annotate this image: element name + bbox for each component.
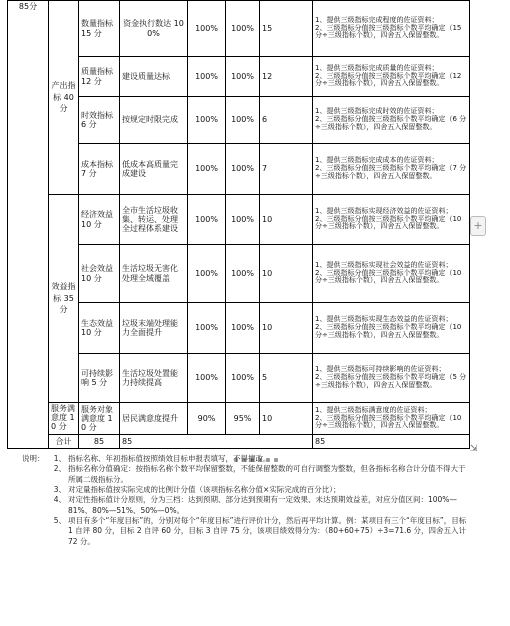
target-value-cell: 100% (188, 1, 226, 57)
indicator-cell: 可持续影响 5 分 (79, 354, 120, 403)
note-number: 3、 (53, 485, 66, 495)
score-cell: 10 (260, 245, 313, 303)
standard-text: 1、提供三级指标完成时效的佐证资料； 2、三级指标分值按三级指标个数平均确定（6 分÷三级指标个数），四舍五入保留整数。 (315, 107, 467, 131)
actual-value-cell: 100% (226, 1, 260, 57)
target-value-cell: 100% (188, 354, 226, 403)
standard-text: 1、提供三级指标完成程度的佐证资料； 2、三级指标分值按三级指标个数平均确定（15 分÷三级指标个数），四舍五入保留整数。 (315, 15, 462, 40)
indicator-cell: 时效指标 6 分 (79, 97, 120, 144)
add-row-icon[interactable]: + (470, 216, 486, 236)
standard-text: 1、提供三级指标实现社会效益的佐证资料； 2、三级指标分值按三级指标个数平均确定（10 分÷三级指标个数），四舍五入保留整数。 (315, 260, 462, 285)
note-text: 对定量指标值按实际完成的比例计分值（该项指标名称分值×实际完成的百分比）； (68, 485, 341, 495)
note-item (22, 485, 472, 495)
target-value-cell: 100% (188, 303, 226, 354)
note-number: 5、 (53, 516, 66, 526)
score-cell: 10 (260, 195, 313, 245)
note-number: 2、 (53, 464, 66, 474)
note-text: 对定性指标值计分原则，分为三档：达到预期、部分达到预期有一定效果、未达预期效益差，对应分值区间：100%—81%、80%—51%、50%—0%。 (68, 495, 457, 515)
actual-value-cell: 100% (226, 303, 260, 354)
standard-text: 1、提供三级指标可持续影响的佐证资料； 2、三级指标分值按三级指标个数平均确定（5 分÷三级指标个数），四舍五入保留整数。 (315, 365, 467, 389)
notes-lead: 说明： (22, 454, 45, 463)
actual-value-cell: 100% (226, 195, 260, 245)
actual-value-cell: 100% (226, 144, 260, 195)
target-cell: 生活垃圾处置能力持续提高 (120, 354, 188, 403)
standard-cell (313, 97, 470, 144)
satisfaction-section-label: 服务满意度 10 分 (49, 403, 79, 435)
target-value-cell: 100% (188, 195, 226, 245)
standard-text: 1、提供三级指标实现生态效益的佐证资料； 2、三级指标分值按三级指标个数平均确定（10 分÷三级指标个数），四舍五入保留整数。 (315, 315, 462, 339)
standard-cell (313, 403, 470, 435)
target-cell: 居民满意度提升 (120, 403, 188, 435)
actual-value-cell: 100% (226, 57, 260, 97)
target-cell: 垃圾末端处理能力全面提升 (120, 303, 188, 354)
score-cell: 5 (260, 354, 313, 403)
standard-text: 1、提供三级指标完成成本的佐证资料； 2、三级指标分值按三级指标个数平均确定（7 分÷三级指标个数），四舍五入保留整数。 (315, 156, 467, 180)
target-value-cell: 100% (188, 144, 226, 195)
table-row (8, 195, 470, 245)
note-item (22, 495, 472, 516)
output-section-label: 产出指标 40 分 (49, 1, 79, 195)
actual-value-cell: 95% (226, 403, 260, 435)
score-cell: 10 (260, 303, 313, 354)
resize-handle-icon[interactable]: ⇲ (470, 444, 478, 454)
standard-cell (313, 57, 470, 97)
standard-text: 1、提供三级指标完成质量的佐证资料； 2、三级指标分值按三级指标个数平均确定（12 分÷三级指标个数），四舍五入保留整数。 (315, 63, 462, 88)
actual-value-cell: 100% (226, 97, 260, 144)
indicator-cell: 社会效益 10 分 (79, 245, 120, 303)
standard-cell (313, 245, 470, 303)
note-item (22, 464, 472, 485)
notes-section (22, 454, 472, 547)
standard-cell (313, 195, 470, 245)
score-cell: 12 (260, 57, 313, 97)
note-number: 4、 (53, 495, 66, 505)
indicator-cell: 成本指标 7 分 (79, 144, 120, 195)
total-label: 合计 (49, 435, 79, 449)
target-value-cell: 100% (188, 57, 226, 97)
benefit-section-label: 效益指标 35 分 (49, 195, 79, 403)
target-cell: 按规定时限完成 (120, 97, 188, 144)
indicator-cell: 生态效益 10 分 (79, 303, 120, 354)
target-cell: 全市生活垃圾收集、转运、处理全过程体系建设 (120, 195, 188, 245)
actual-value-cell: 100% (226, 354, 260, 403)
actual-value-cell: 100% (226, 245, 260, 303)
target-cell: 资金执行数达 100% (120, 1, 188, 57)
total-row (8, 435, 470, 449)
note-text: 指标名称、年初指标值按照绩效目标申报表填写，不得擅改。 (68, 454, 271, 463)
score-cell: 7 (260, 144, 313, 195)
indicator-cell: 服务对象满意度 10 分 (79, 403, 120, 435)
standard-cell (313, 1, 470, 57)
note-item (22, 516, 472, 547)
standard-cell (313, 144, 470, 195)
note-item (22, 454, 472, 464)
standard-cell (313, 354, 470, 403)
note-text: 项目有多个“年度目标”的，分别对每个“年度目标”进行评价计分，然后再平均计算。例：某项目有三个“年度目标”，目标 1 自评 80 分，目标 2 自评 60 分，目标 3 自评 75 分，该项目绩效得分为：（80+60+75）÷3=71.6 分，四舍五入计 72 分。 (68, 516, 467, 546)
indicator-cell: 质量指标 12 分 (79, 57, 120, 97)
top-score-cell: 85分 (8, 1, 49, 449)
note-number: 1、 (53, 454, 66, 463)
target-cell: 建设质量达标 (120, 57, 188, 97)
indicator-cell: 数量指标 15 分 (79, 1, 120, 57)
score-cell: 10 (260, 403, 313, 435)
total-score: 85 (313, 435, 470, 449)
standard-text: 1、提供三级指标满意度的佐证资料； 2、三级指标分值按三级指标个数平均确定（10 分÷三级指标个数），四舍五入保留整数。 (315, 405, 462, 430)
score-cell: 6 (260, 97, 313, 144)
standard-text: 1、提供三级指标实现经济效益的佐证资料； 2、三级指标分值按三级指标个数平均确定（10 分÷三级指标个数），四舍五入保留整数。 (315, 206, 462, 231)
standard-cell (313, 303, 470, 354)
note-text: 指标名称分值确定：按指标名称个数平均保留整数，不能保留整数的可自行调整为整数，但各指标名称合计分值不得大于所属二级指标分。 (68, 464, 466, 484)
total-value: 85 (120, 435, 313, 449)
indicator-cell: 经济效益 10 分 (79, 195, 120, 245)
score-cell: 15 (260, 1, 313, 57)
target-value-cell: 100% (188, 245, 226, 303)
performance-evaluation-table (7, 0, 470, 449)
target-cell: 生活垃圾无害化处理全域覆盖 (120, 245, 188, 303)
target-cell: 低成本高质量完成建设 (120, 144, 188, 195)
target-value-cell: 90% (188, 403, 226, 435)
table-row (8, 1, 470, 57)
target-value-cell: 100% (188, 97, 226, 144)
total-value: 85 (79, 435, 120, 449)
table-row (8, 403, 470, 435)
